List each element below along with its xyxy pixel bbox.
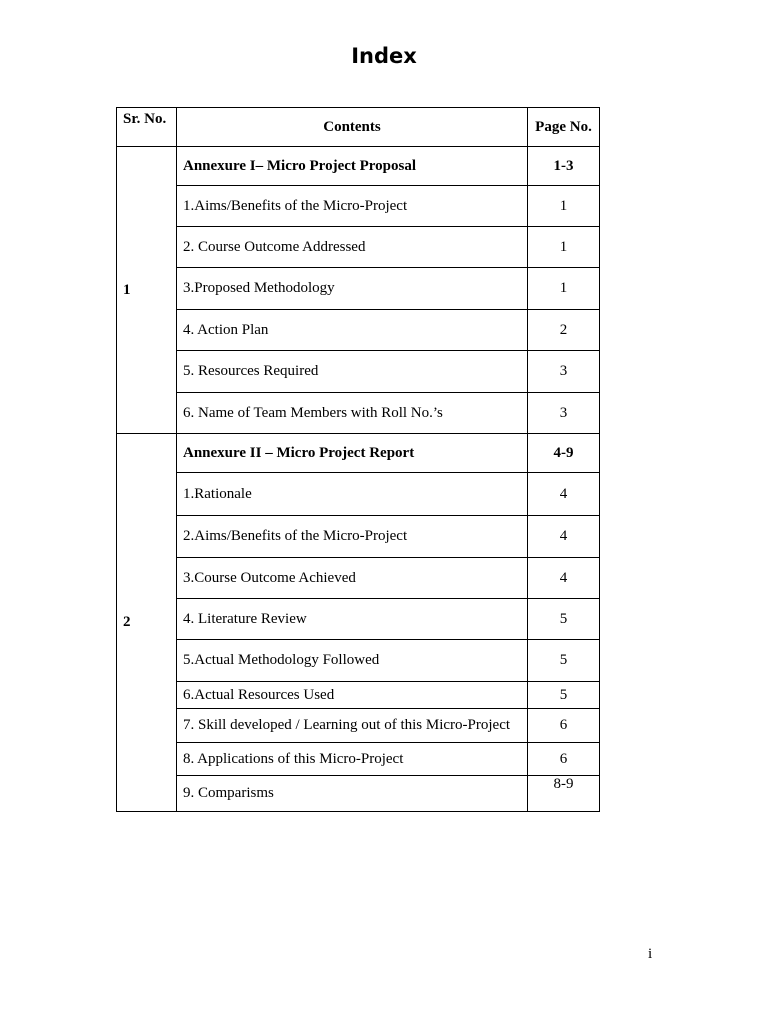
page-number: 1 [528, 227, 600, 268]
content-item: 8. Applications of this Micro-Project [177, 743, 528, 776]
page-number: 3 [528, 351, 600, 393]
content-item: 1.Aims/Benefits of the Micro-Project [177, 186, 528, 227]
page-number: 4-9 [528, 434, 600, 473]
table-row [117, 351, 600, 393]
page-number: 4 [528, 473, 600, 516]
page-number: 4 [528, 558, 600, 599]
table-row [117, 434, 600, 473]
content-item: 4. Action Plan [177, 310, 528, 351]
page-number: 5 [528, 640, 600, 682]
page-number: 8-9 [528, 776, 600, 812]
page-number: 4 [528, 516, 600, 558]
table-row [117, 682, 600, 709]
table-row [117, 558, 600, 599]
table-row [117, 516, 600, 558]
content-item: 3.Proposed Methodology [177, 268, 528, 310]
content-item: 7. Skill developed / Learning out of this Micro-Project [177, 709, 528, 743]
section-sr-number: 1 [117, 147, 177, 434]
table-row [117, 227, 600, 268]
table-row [117, 599, 600, 640]
table-row [117, 743, 600, 776]
table-row [117, 268, 600, 310]
content-item: 1.Rationale [177, 473, 528, 516]
header-contents: Contents [177, 108, 528, 147]
page-number: 1 [528, 186, 600, 227]
content-item: 3.Course Outcome Achieved [177, 558, 528, 599]
content-item: 4. Literature Review [177, 599, 528, 640]
header-page-no: Page No. [528, 108, 600, 147]
section-heading: Annexure I– Micro Project Proposal [177, 147, 528, 186]
header-sr-no: Sr. No. [117, 108, 177, 147]
content-item: 6.Actual Resources Used [177, 682, 528, 709]
section-sr-number: 2 [117, 434, 177, 812]
section-heading: Annexure II – Micro Project Report [177, 434, 528, 473]
content-item: 5.Actual Methodology Followed [177, 640, 528, 682]
content-item: 2.Aims/Benefits of the Micro-Project [177, 516, 528, 558]
index-table [116, 107, 600, 812]
table-row [117, 186, 600, 227]
content-item: 5. Resources Required [177, 351, 528, 393]
page-number: 5 [528, 599, 600, 640]
table-row [117, 310, 600, 351]
page-number: 5 [528, 682, 600, 709]
page-number: 6 [528, 743, 600, 776]
table-row [117, 709, 600, 743]
page-number: 2 [528, 310, 600, 351]
content-item: 9. Comparisms [177, 776, 528, 812]
page-title: Index [351, 44, 417, 68]
table-row [117, 147, 600, 186]
footer-page-number: i [648, 946, 653, 962]
table-row [117, 776, 600, 812]
page-number: 6 [528, 709, 600, 743]
content-item: 6. Name of Team Members with Roll No.’s [177, 393, 528, 434]
content-item: 2. Course Outcome Addressed [177, 227, 528, 268]
table-row [117, 393, 600, 434]
table-row [117, 640, 600, 682]
page-number: 3 [528, 393, 600, 434]
page-number: 1 [528, 268, 600, 310]
table-row [117, 473, 600, 516]
page-number: 1-3 [528, 147, 600, 186]
table-header-row [117, 108, 600, 147]
